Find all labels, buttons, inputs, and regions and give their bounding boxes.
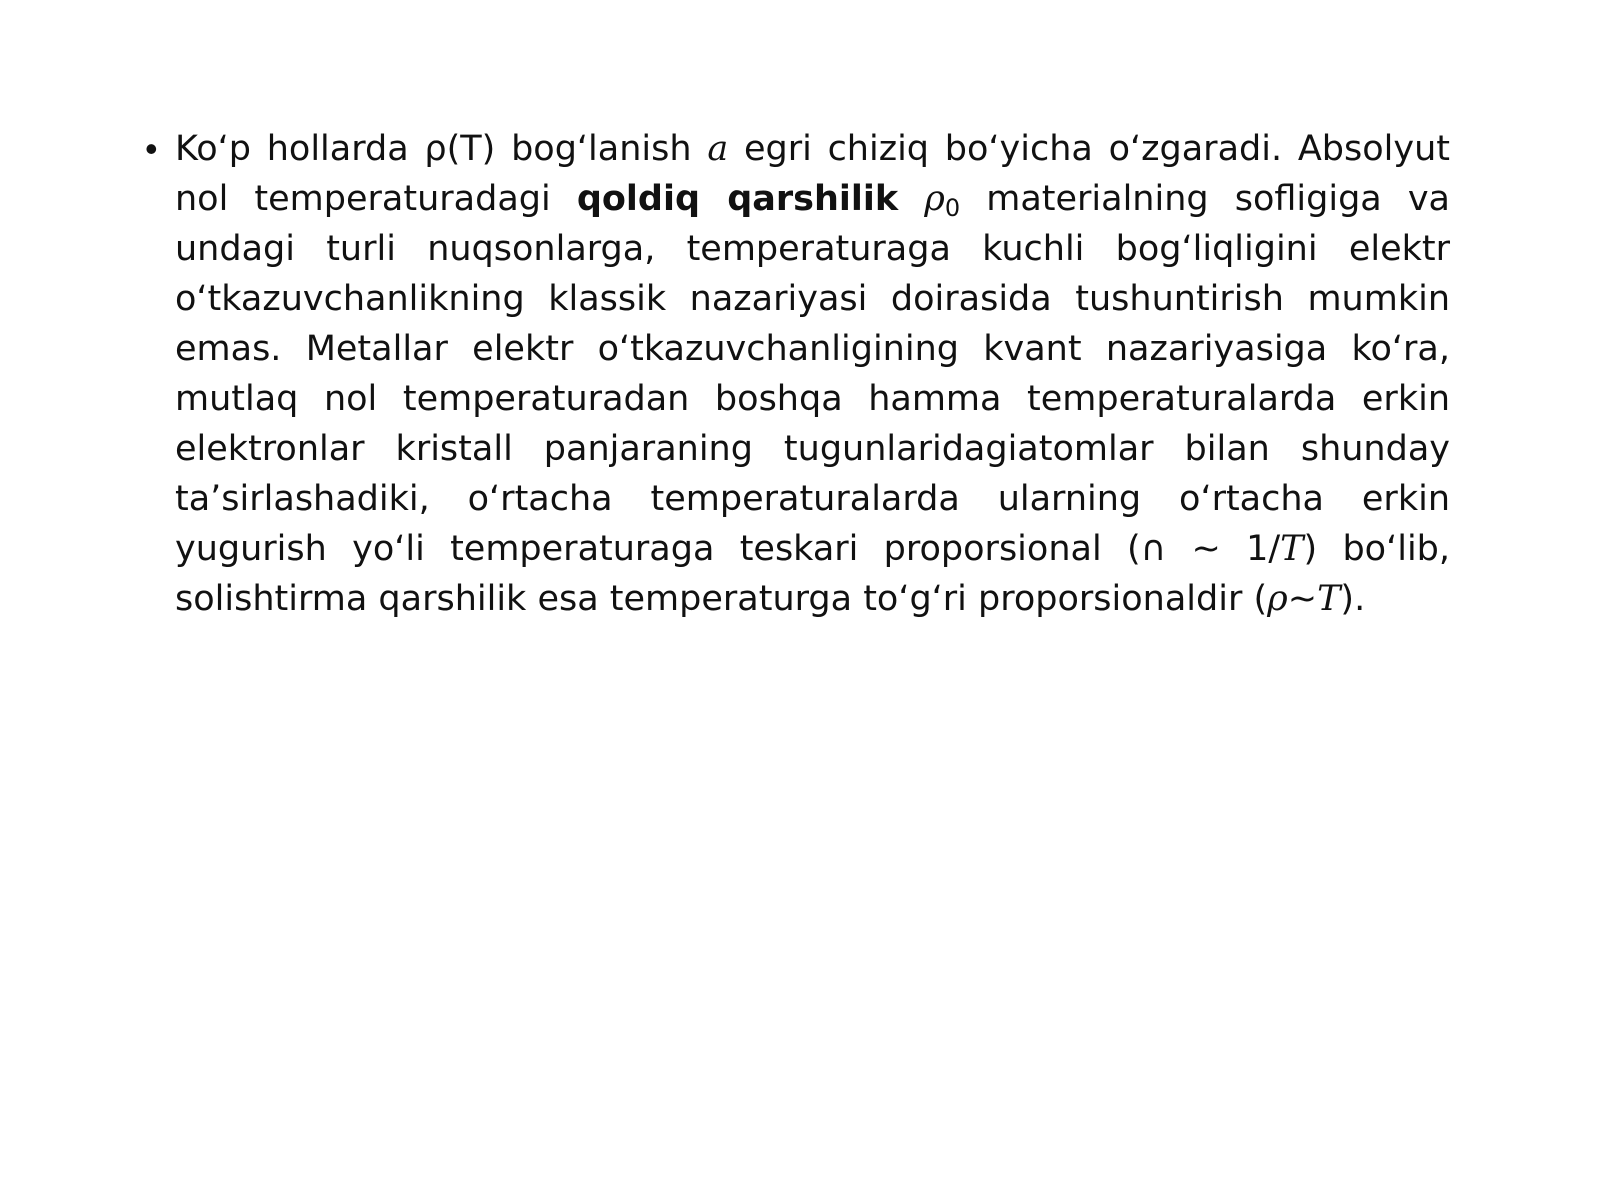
text-segment-4: ) bo‘lib, solishtirma qarshilik esa temperaturga to‘g‘ri proporsionaldir ( [175, 529, 1451, 619]
bullet-item [145, 124, 1450, 624]
formula-2-rho: ρ [1267, 579, 1288, 619]
italic-a: a [707, 129, 729, 169]
text-segment-1: Ko‘p hollarda ρ(T) bog‘lanish [175, 129, 708, 169]
rho0-symbol: ρ [924, 179, 945, 219]
formula-2-tilde: ~ [1287, 579, 1318, 619]
formula-1-part: ∩ ~ 1/ [1140, 529, 1281, 569]
text-segment-2: egri chiziq bo‘yicha o‘zgaradi. Absolyut nol temperaturadagi [175, 129, 1450, 219]
slide-content [145, 124, 1450, 624]
formula-2-T: T [1317, 579, 1341, 619]
rho0-subscript: 0 [944, 194, 961, 222]
bullet-paragraph [175, 124, 1450, 624]
bullet-marker: • [145, 128, 158, 169]
text-segment-5: ). [1340, 579, 1366, 619]
formula-1-T: T [1280, 529, 1304, 569]
text-segment-3: materialning sofligiga va undagi turli nuqsonlarga, temperaturaga kuchli bog‘liqligini elektr o‘tkazuvchanlikning klassik nazariyasi doirasida tushuntirish mumkin emas. Metallar elektr o‘tkazuvchanligining kvant nazariyasiga ko‘ra, mutlaq nol temperaturadan boshqa hamma temperaturalarda erkin elektronlar kristall panjaraning tugunlaridagiatomlar bilan shunday ta’sirlashadiki, o‘rtacha temperaturalarda ularning o‘rtacha erkin yugurish yo‘li temperaturaga teskari proporsional ( [175, 179, 1451, 569]
bold-term-residual-resistance: qoldiq qarshilik [576, 179, 899, 219]
